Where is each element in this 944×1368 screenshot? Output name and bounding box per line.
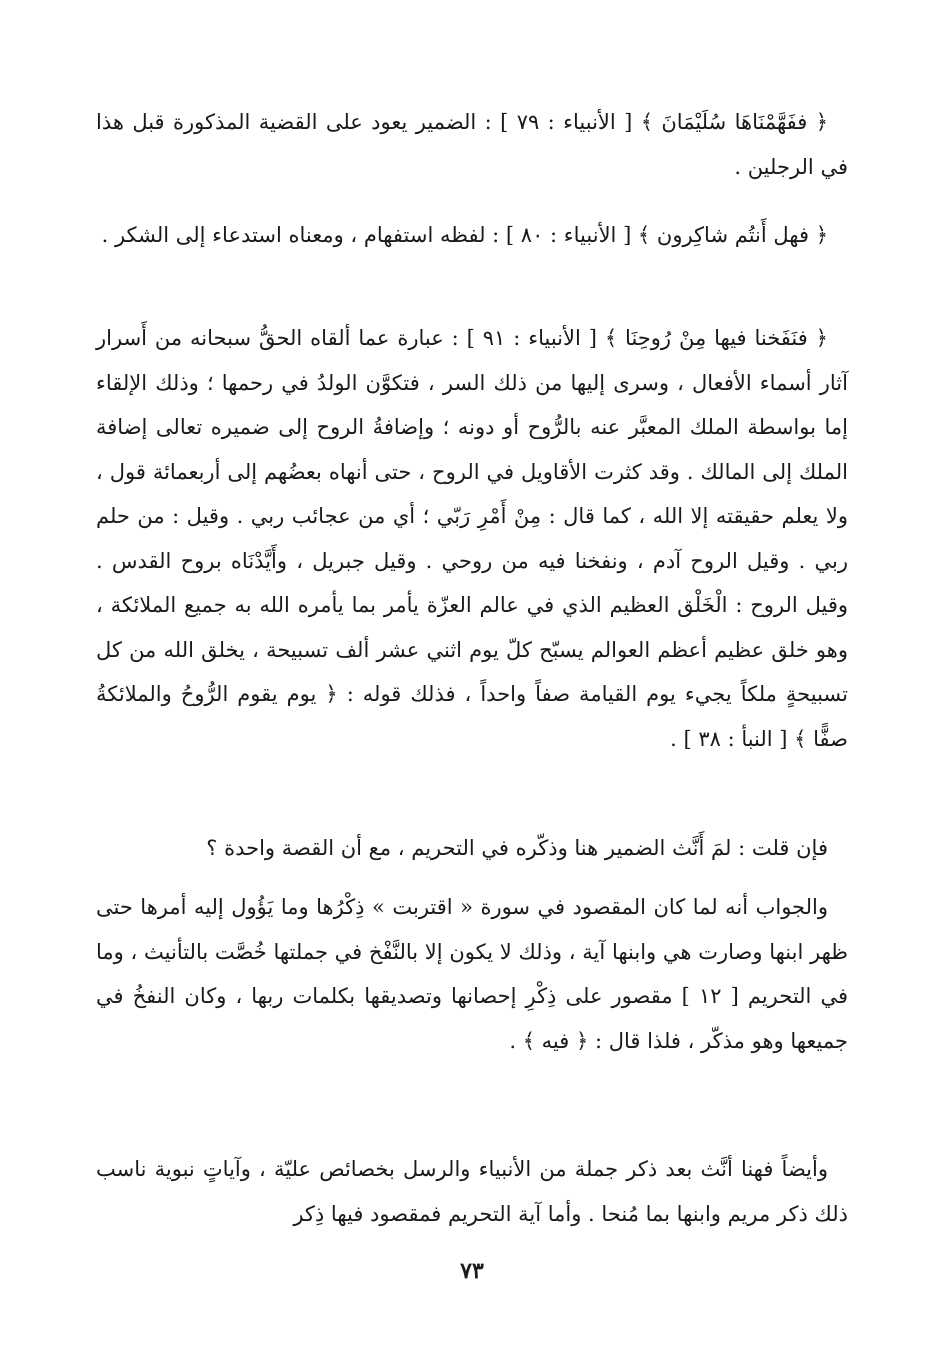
paragraph-question	[96, 826, 848, 871]
paragraph-text: ﴿ فنَفَخنا فيها مِنْ رُوحِنَا ﴾ [ الأنبياء : ٩١ ] : عبارة عما ألقاه الحقُّ سبحانه من أَسرار آثار أسماء الأفعال ، وسرى إليها من ذلك السر ، فتكوَّن الولدُ في رحمها ؛ وذلك الإلقاء إما بواسطة الملك المعبَّر عنه بالرُّوح أو دونه ؛ وإضافةُ الروح إلى ضميره تعالى إضافة الملك إلى المالك . وقد كثرت الأقاويل في الروح ، حتى أنهاه بعضُهم إلى أربعمائة قول ، ولا يعلم حقيقته إلا الله ، كما قال : مِنْ أَمْرِ رَبّي ؛ أي من عجائب ربي . وقيل : من حلم ربي . وقيل الروح آدم ، ونفخنا فيه من روحي . وقيل جبريل ، وأَيَّدْنَاه بروح القدس . وقيل الروح : الْخَلْق العظيم الذي في عالم العزّة يأمر بما يأمره الله به جميع الملائكة ، وهو خلق عظيم أعظم العوالم يسبّح كلّ يوم اثني عشر ألف تسبيحة ، يخلق الله من كل تسبيحةٍ ملكاً يجيء يوم القيامة صفاً واحداً ، فذلك قوله : ﴿ يوم يقوم الرُّوحُ والملائكةُ صفًّا ﴾ [ النبأ : ٣٨ ] .	[96, 326, 848, 751]
paragraph-additional	[96, 1147, 848, 1236]
paragraph-anbiya-91	[96, 316, 848, 761]
paragraph-text: ﴿ فهل أَنتُم شاكِرون ﴾ [ الأنبياء : ٨٠ ] : لفظه استفهام ، ومعناه استدعاء إلى الشكر .	[101, 223, 828, 247]
paragraph-text: فإن قلت : لمَ أَنَّث الضمير هنا وذكّره في التحريم ، مع أن القصة واحدة ؟	[206, 836, 828, 860]
paragraph-anbiya-79	[96, 100, 848, 189]
page-number: ٧٣	[460, 1258, 484, 1284]
paragraph-anbiya-80	[96, 213, 848, 258]
paragraph-text: والجواب أنه لما كان المقصود في سورة « اقتربت » ذِكْرُها وما يَؤُول إليه أمرها حتى ظهر ابنها وصارت هي وابنها آية ، وذلك لا يكون إلا بالنَّفْخ في جملتها خُصَّت بالتأنيث ، وما في التحريم [ ١٢ ] مقصور على ذِكْرِ إحصانها وتصديقها بكلمات ربها ، وكان النفخُ في جميعها وهو مذكّر ، فلذا قال : ﴿ فيه ﴾ .	[96, 895, 848, 1053]
paragraph-answer	[96, 885, 848, 1063]
paragraph-text: ﴿ ففَهَّمْنَاهَا سُلَيْمَانَ ﴾ [ الأنبياء : ٧٩ ] : الضمير يعود على القضية المذكورة قبل هذا في الرجلين .	[96, 110, 848, 179]
paragraph-text: وأيضاً فهنا أنَّث بعد ذكر جملة من الأنبياء والرسل بخصائص عليّة ، وآياتٍ نبوية ناسب ذلك ذكر مريم وابنها بما مُنحا . وأما آية التحريم فمقصود فيها ذِكر	[96, 1157, 848, 1226]
